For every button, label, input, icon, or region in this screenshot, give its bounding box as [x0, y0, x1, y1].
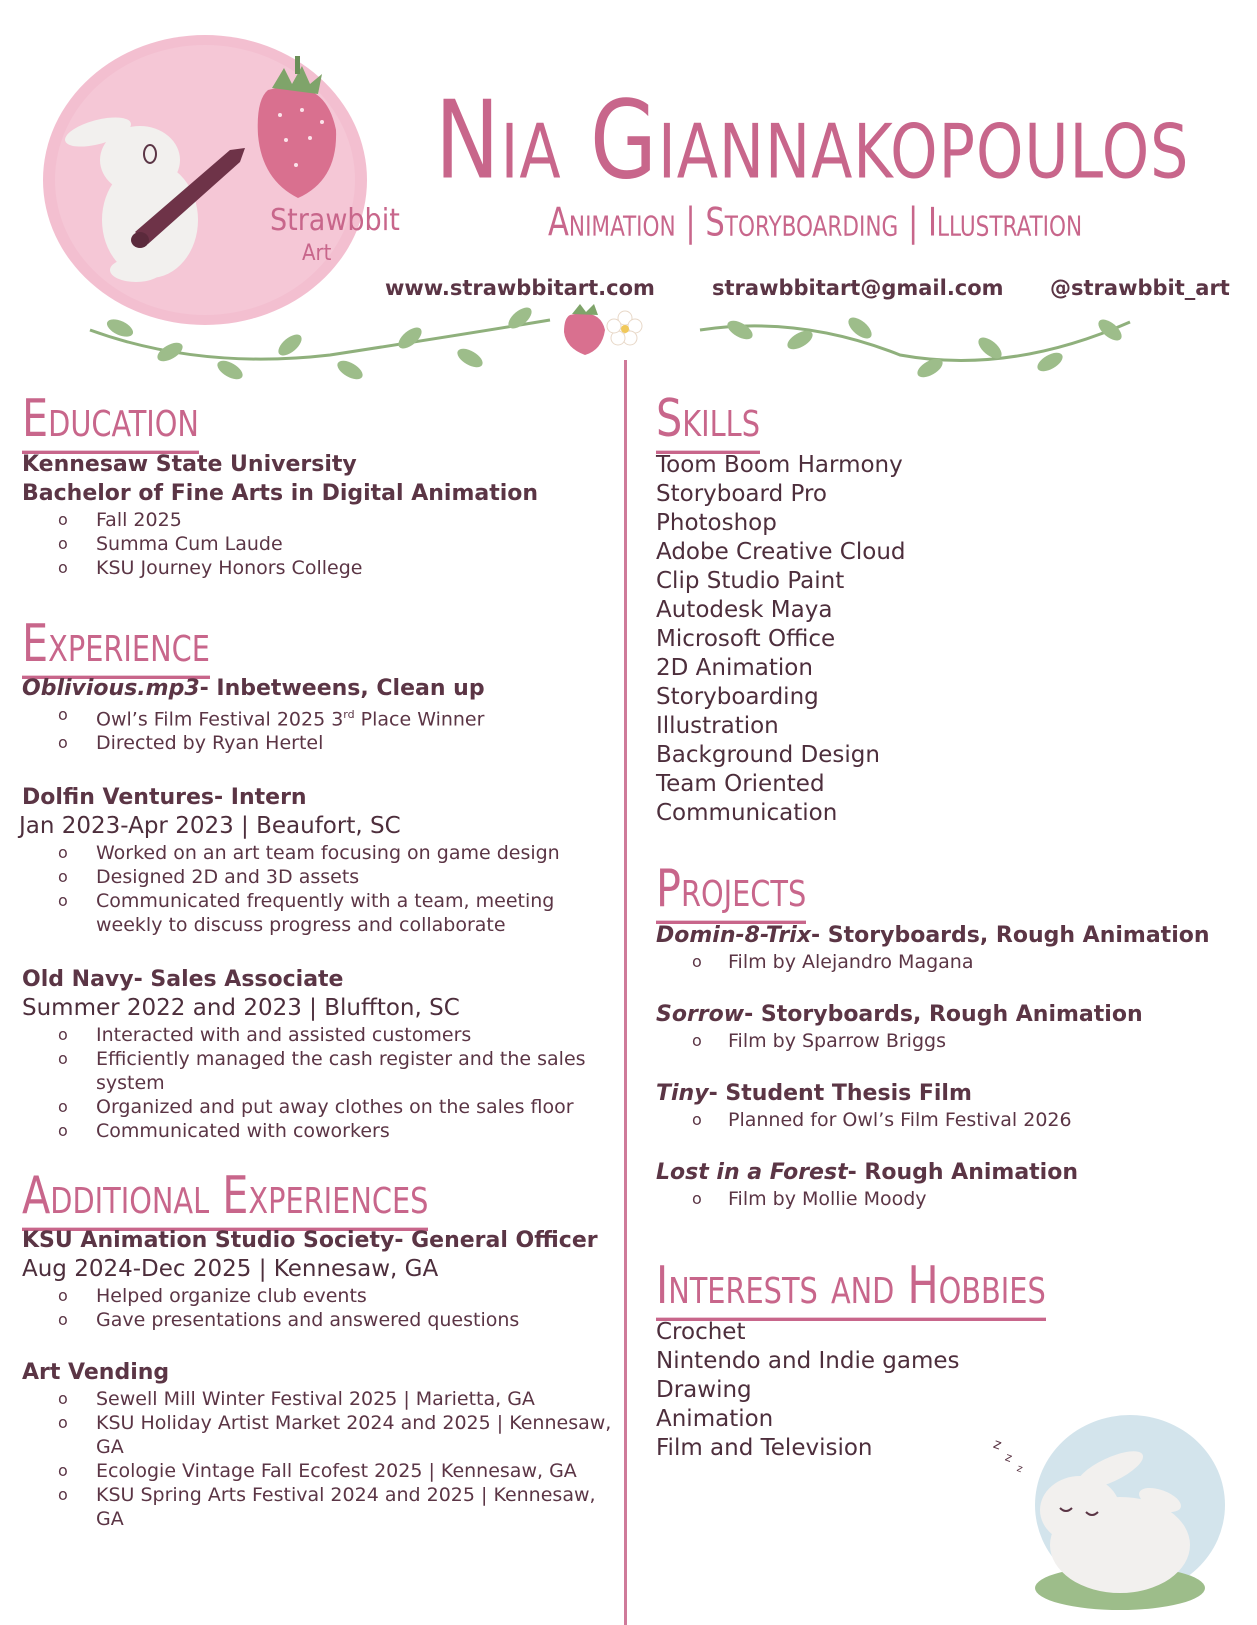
job-dates: Jan 2023-Apr 2023 | Beaufort, SC — [19, 813, 401, 840]
skill-item: Toom Boom Harmony — [656, 452, 903, 478]
skill-item: Adobe Creative Cloud — [656, 539, 906, 565]
interests-heading: Interests and Hobbies — [656, 1255, 1046, 1321]
skills-list — [656, 451, 906, 828]
role-title: Art Vending — [22, 1360, 170, 1385]
additional-section — [22, 1226, 622, 1531]
experience-heading: Experience — [22, 613, 210, 679]
list-item: o Sewell Mill Winter Festival 2025 | Marietta, GA — [22, 1387, 622, 1411]
list-item: o Communicated with coworkers — [22, 1119, 622, 1143]
projects-heading: Projects — [656, 858, 806, 924]
list-item: o Film by Alejandro Magana — [656, 950, 1246, 974]
project-title: Lost in a Forest- Rough Animation — [656, 1160, 1079, 1185]
interest-item: Film and Television — [656, 1435, 873, 1461]
skill-item: 2D Animation — [656, 655, 813, 681]
list-item: o Communicated frequently with a team, meeting weekly to discuss progress and collaborate — [22, 889, 622, 937]
experience-section — [19, 674, 622, 1143]
skill-item: Illustration — [656, 713, 779, 739]
interest-item: Animation — [656, 1406, 774, 1432]
additional-experiences-heading: Additional Experiences — [22, 1165, 428, 1231]
list-item: o Film by Mollie Moody — [656, 1187, 1246, 1211]
job-title: Dolfin Ventures- Intern — [22, 785, 307, 811]
education-section — [22, 450, 612, 580]
skill-item: Background Design — [656, 742, 880, 768]
website-link[interactable]: www.strawbbitart.com — [385, 276, 655, 300]
skill-item: Photoshop — [656, 510, 777, 536]
logo-text-strawbbit: Strawbbit — [270, 203, 400, 238]
school-name: Kennesaw State University — [22, 452, 357, 477]
interest-item: Crochet — [656, 1319, 746, 1345]
degree-name: Bachelor of Fine Arts in Digital Animation — [22, 481, 539, 506]
project-title: Sorrow- Storyboards, Rough Animation — [656, 1002, 1143, 1027]
email-link[interactable]: strawbbitart@gmail.com — [712, 276, 1004, 300]
list-item: o KSU Holiday Artist Market 2024 and 2025 | Kennesaw, GA — [22, 1411, 622, 1459]
list-item: o KSU Spring Arts Festival 2024 and 2025 | Kennesaw, GA — [22, 1483, 622, 1531]
vine-decoration — [80, 300, 1180, 390]
role-title: KSU Animation Studio Society- General Officer — [22, 1228, 598, 1253]
job-title: Oblivious.mp3- Inbetweens, Clean up — [22, 676, 485, 701]
list-item: o Gave presentations and answered questions — [22, 1308, 622, 1332]
job-title: Old Navy- Sales Associate — [22, 967, 344, 993]
list-item: o Summa Cum Laude — [22, 532, 612, 556]
svg-text:z: z — [991, 1435, 1004, 1454]
list-item: o Worked on an art team focusing on game design — [22, 841, 622, 865]
project-title: Tiny- Student Thesis Film — [656, 1081, 972, 1106]
interest-item: Drawing — [656, 1377, 752, 1403]
skills-heading: Skills — [656, 388, 760, 454]
role-dates: Aug 2024-Dec 2025 | Kennesaw, GA — [22, 1256, 439, 1282]
interests-list — [656, 1318, 960, 1463]
list-item: o Interacted with and assisted customers — [22, 1023, 622, 1047]
skill-item: Microsoft Office — [656, 626, 836, 652]
list-item: o Designed 2D and 3D assets — [22, 865, 622, 889]
svg-text:z: z — [1003, 1449, 1015, 1465]
skill-item: Storyboarding — [656, 684, 819, 710]
list-item: o Efficiently managed the cash register and the sales system — [22, 1047, 622, 1095]
skill-item: Autodesk Maya — [656, 597, 833, 623]
column-divider — [624, 360, 627, 1625]
list-item: o Directed by Ryan Hertel — [22, 731, 622, 755]
svg-text:z: z — [1015, 1463, 1024, 1476]
interest-item: Nintendo and Indie games — [656, 1348, 960, 1374]
project-title: Domin-8-Trix- Storyboards, Rough Animation — [656, 923, 1210, 948]
skill-item: Team Oriented — [656, 771, 825, 797]
list-item: o Fall 2025 — [22, 508, 612, 532]
sleeping-bunny-illustration — [990, 1410, 1230, 1620]
education-heading: Education — [22, 388, 199, 454]
social-handle[interactable]: @strawbbit_art — [1050, 276, 1230, 300]
list-item: o Organized and put away clothes on the sales floor — [22, 1095, 622, 1119]
skill-item: Clip Studio Paint — [656, 568, 845, 594]
skill-item: Communication — [656, 800, 838, 826]
tagline: Animation | Storyboarding | Illustration — [548, 200, 1083, 246]
list-item: o Owl’s Film Festival 2025 3rd Place Winner — [22, 703, 622, 731]
list-item: o Film by Sparrow Briggs — [656, 1029, 1246, 1053]
list-item: o KSU Journey Honors College — [22, 556, 612, 580]
job-dates: Summer 2022 and 2023 | Bluffton, SC — [22, 995, 460, 1022]
list-item: o Ecologie Vintage Fall Ecofest 2025 | Kennesaw, GA — [22, 1459, 622, 1483]
projects-section — [656, 921, 1246, 1211]
page-title: Nia Giannakopoulos — [435, 77, 1190, 204]
skill-item: Storyboard Pro — [656, 481, 827, 507]
list-item: o Planned for Owl’s Film Festival 2026 — [656, 1108, 1246, 1132]
strawbbit-logo — [40, 20, 400, 330]
logo-text-art: Art — [302, 241, 332, 266]
list-item: o Helped organize club events — [22, 1284, 622, 1308]
